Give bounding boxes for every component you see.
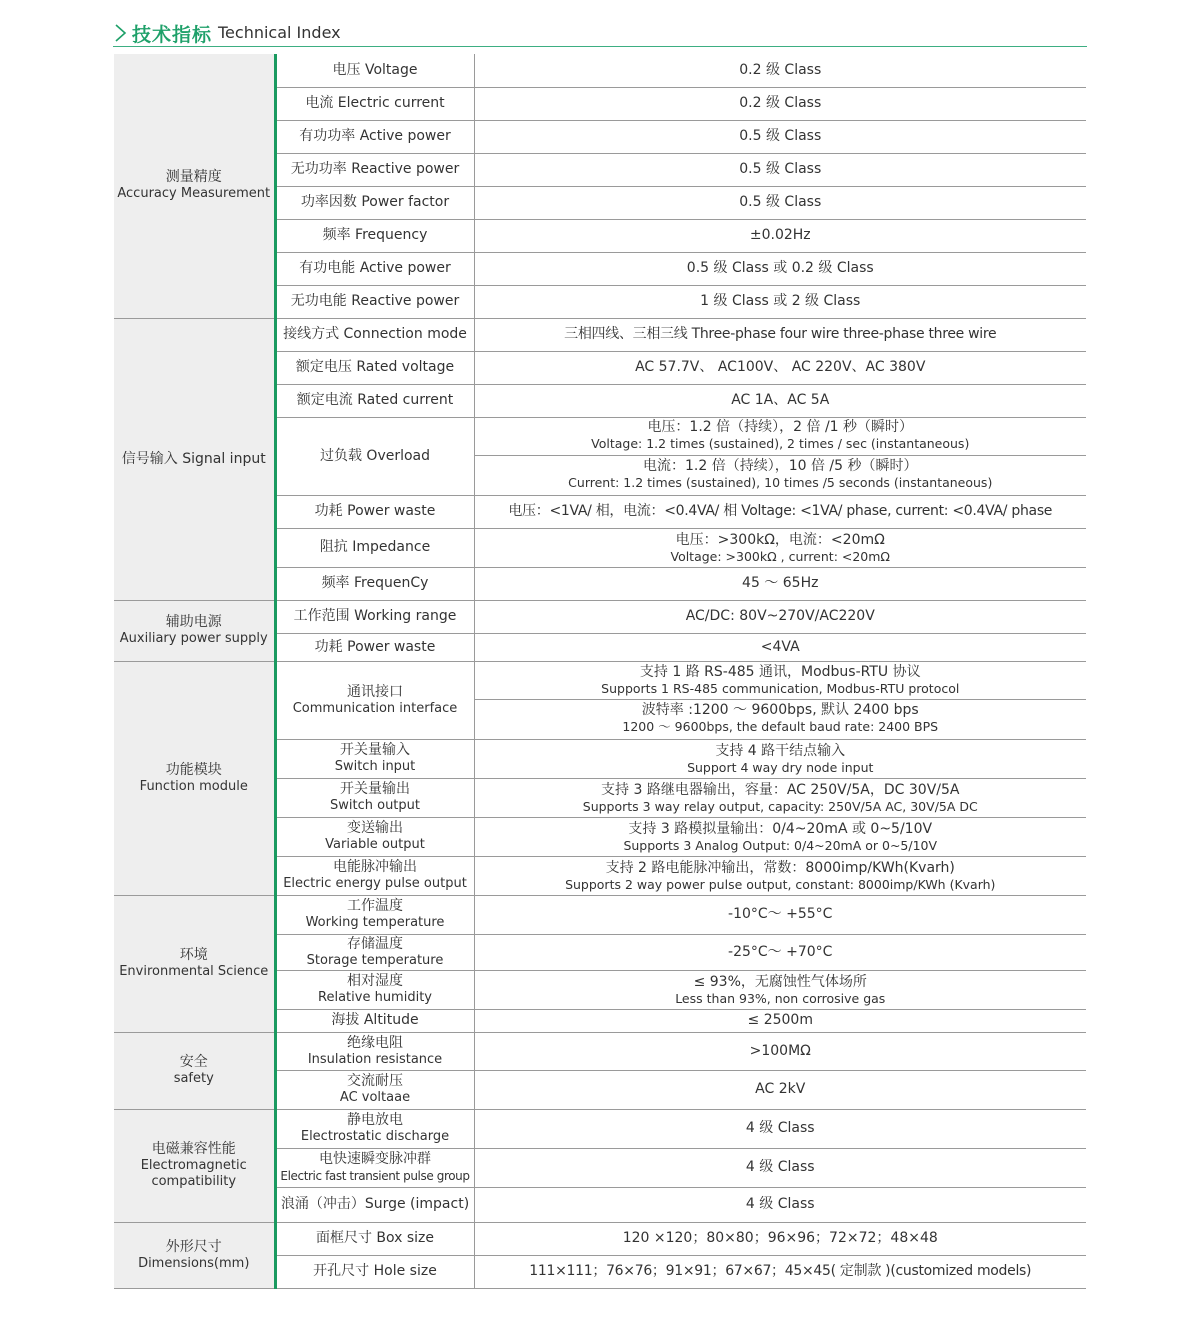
param-surge: 浪涌（冲击）Surge (impact)	[275, 1187, 474, 1222]
value-overload	[474, 417, 1086, 495]
param-variable-output: 变送输出 Variable output	[275, 817, 474, 856]
param-connection-mode: 接线方式 Connection mode	[275, 318, 474, 351]
table-row	[114, 54, 1086, 87]
value-hole-size: 111×111；76×76；91×91；67×67；45×45( 定制款 )(customized models)	[474, 1255, 1086, 1288]
value-switch-output: 支持 3 路继电器输出，容量：AC 250V/5A，DC 30V/5A Supports 3 way relay output, capacity: 250V/5A AC, 30V/5A DC	[474, 778, 1086, 817]
value-communication: 支持 1 路 RS-485 通讯，Modbus-RTU 协议 Supports 1 RS-485 communication, Modbus-RTU protocol 波特率 :1200 ～ 9600bps, 默认 2400 bps 1200 ～ 9600bps, the default baud rate: 2400 BPS	[474, 661, 1086, 739]
value-power-waste-aux: <4VA	[474, 633, 1086, 661]
table-row	[114, 895, 1086, 934]
param-fast-transient: 电快速瞬变脉冲群 Electric fast transient pulse group	[275, 1148, 474, 1187]
value-pulse-output: 支持 2 路电能脉冲输出，常数：8000imp/KWh(Kvarh) Supports 2 way power pulse output, constant: 8000imp/KWh (Kvarh)	[474, 856, 1086, 895]
param-altitude: 海拔 Altitude	[275, 1009, 474, 1032]
value-active-power: 0.5 级 Class	[474, 120, 1086, 153]
value-active-energy: 0.5 级 Class 或 0.2 级 Class	[474, 252, 1086, 285]
param-reactive-energy: 无功电能 Reactive power	[275, 285, 474, 318]
table-row	[114, 1032, 1086, 1070]
value-frequency: ±0.02Hz	[474, 219, 1086, 252]
param-storage-temperature: 存储温度 Storage temperature	[275, 934, 474, 970]
overload-voltage-cn: 电压：1.2 倍（持续），2 倍 /1 秒（瞬时）	[647, 418, 914, 435]
param-overload: 过负载 Overload	[275, 417, 474, 495]
param-electrostatic-discharge: 静电放电 Electrostatic discharge	[275, 1109, 474, 1148]
value-reactive-energy: 1 级 Class 或 2 级 Class	[474, 285, 1086, 318]
param-switch-input: 开关量输入 Switch input	[275, 739, 474, 778]
section-title-en: Technical Index	[218, 23, 341, 42]
param-power-waste-aux: 功耗 Power waste	[275, 633, 474, 661]
section-title-cn: 技术指标	[132, 24, 213, 46]
param-box-size: 面框尺寸 Box size	[275, 1222, 474, 1255]
overload-voltage-en: Voltage: 1.2 times (sustained), 2 times / sec (instantaneous)	[591, 435, 970, 451]
value-connection-mode: 三相四线、三相三线 Three-phase four wire three-phase three wire	[474, 318, 1086, 351]
param-relative-humidity: 相对湿度 Relative humidity	[275, 970, 474, 1009]
value-voltage: 0.2 级 Class	[474, 54, 1086, 87]
value-ac-voltage: AC 2kV	[474, 1070, 1086, 1109]
param-impedance: 阻抗 Impedance	[275, 528, 474, 567]
param-rated-current: 额定电流 Rated current	[275, 384, 474, 417]
param-ac-voltage: 交流耐压 AC voltaae	[275, 1070, 474, 1109]
param-current: 电流 Electric current	[275, 87, 474, 120]
category-accuracy: 测量精度 Accuracy Measurement	[114, 54, 275, 318]
value-power-factor: 0.5 级 Class	[474, 186, 1086, 219]
value-frequency-signal: 45 ～ 65Hz	[474, 567, 1086, 600]
value-box-size: 120 ×120；80×80；96×96；72×72；48×48	[474, 1222, 1086, 1255]
value-working-temperature: -10°C～ +55°C	[474, 895, 1086, 934]
table-row	[114, 661, 1086, 739]
value-switch-input: 支持 4 路干结点输入 Support 4 way dry node input	[474, 739, 1086, 778]
param-working-temperature: 工作温度 Working temperature	[275, 895, 474, 934]
value-storage-temperature: -25°C～ +70°C	[474, 934, 1086, 970]
overload-current-cn: 电流：1.2 倍（持续），10 倍 /5 秒（瞬时）	[642, 457, 918, 474]
overload-current-en: Current: 1.2 times (sustained), 10 times /5 seconds (instantaneous)	[568, 474, 993, 490]
param-active-energy: 有功电能 Active power	[275, 252, 474, 285]
category-auxiliary-power: 辅助电源 Auxiliary power supply	[114, 600, 275, 661]
table-row	[114, 1109, 1086, 1148]
param-communication: 通讯接口 Communication interface	[275, 661, 474, 739]
value-insulation-resistance: >100MΩ	[474, 1032, 1086, 1070]
table-row	[114, 318, 1086, 351]
category-function-module: 功能模块 Function module	[114, 661, 275, 895]
value-rated-current: AC 1A、AC 5A	[474, 384, 1086, 417]
chevron-right-icon	[113, 23, 129, 43]
category-signal-input: 信号输入 Signal input	[114, 318, 275, 600]
value-rated-voltage: AC 57.7V、 AC100V、 AC 220V、AC 380V	[474, 351, 1086, 384]
category-dimensions: 外形尺寸 Dimensions(mm)	[114, 1222, 275, 1288]
value-power-waste-signal: 电压：<1VA/ 相，电流：<0.4VA/ 相 Voltage: <1VA/ phase, current: <0.4VA/ phase	[474, 495, 1086, 528]
category-safety: 安全 safety	[114, 1032, 275, 1109]
param-hole-size: 开孔尺寸 Hole size	[275, 1255, 474, 1288]
param-power-waste-signal: 功耗 Power waste	[275, 495, 474, 528]
value-altitude: ≤ 2500m	[474, 1009, 1086, 1032]
param-active-power: 有功功率 Active power	[275, 120, 474, 153]
param-rated-voltage: 额定电压 Rated voltage	[275, 351, 474, 384]
category-emc: 电磁兼容性能 Electromagnetic compatibility	[114, 1109, 275, 1222]
category-environment: 环境 Environmental Science	[114, 895, 275, 1032]
param-insulation-resistance: 绝缘电阻 Insulation resistance	[275, 1032, 474, 1070]
value-working-range: AC/DC: 80V~270V/AC220V	[474, 600, 1086, 633]
param-switch-output: 开关量输出 Switch output	[275, 778, 474, 817]
param-working-range: 工作范围 Working range	[275, 600, 474, 633]
param-pulse-output: 电能脉冲输出 Electric energy pulse output	[275, 856, 474, 895]
value-reactive-power: 0.5 级 Class	[474, 153, 1086, 186]
value-impedance: 电压：>300kΩ，电流：<20mΩ Voltage: >300kΩ , current: <20mΩ	[474, 528, 1086, 567]
value-variable-output: 支持 3 路模拟量输出：0/4~20mA 或 0~5/10V Supports 3 Analog Output: 0/4~20mA or 0~5/10V	[474, 817, 1086, 856]
param-frequency-signal: 频率 FrequenCy	[275, 567, 474, 600]
param-voltage: 电压 Voltage	[275, 54, 474, 87]
table-row	[114, 1222, 1086, 1255]
spec-table	[114, 54, 1086, 1289]
value-surge: 4 级 Class	[474, 1187, 1086, 1222]
param-reactive-power: 无功功率 Reactive power	[275, 153, 474, 186]
value-electrostatic-discharge: 4 级 Class	[474, 1109, 1086, 1148]
value-relative-humidity: ≤ 93%，无腐蚀性气体场所 Less than 93%, non corrosive gas	[474, 970, 1086, 1009]
value-current: 0.2 级 Class	[474, 87, 1086, 120]
param-power-factor: 功率因数 Power factor	[275, 186, 474, 219]
section-header	[113, 18, 1087, 47]
param-frequency: 频率 Frequency	[275, 219, 474, 252]
value-fast-transient: 4 级 Class	[474, 1148, 1086, 1187]
table-row	[114, 600, 1086, 633]
